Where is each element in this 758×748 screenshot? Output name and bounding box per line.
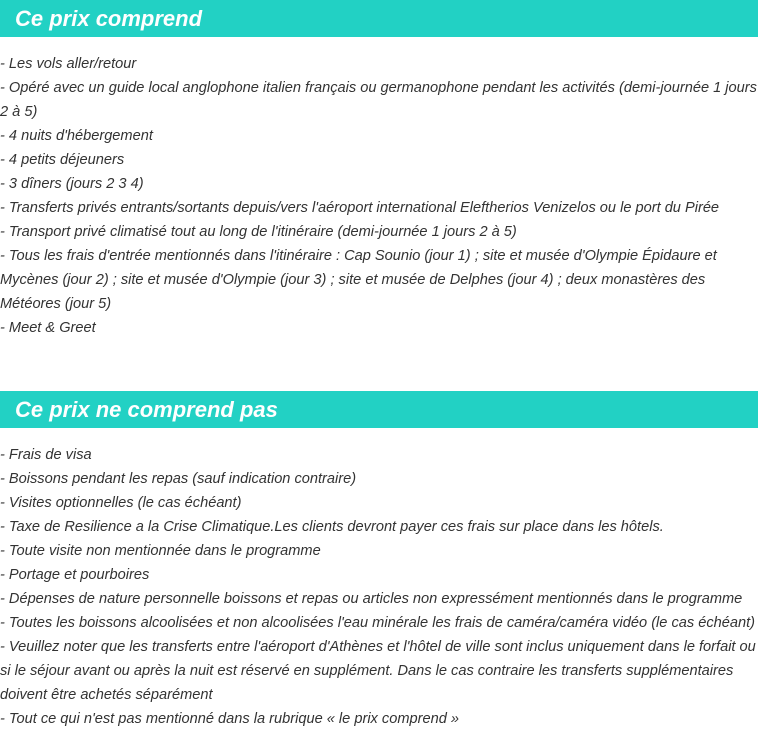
excluded-item: - Dépenses de nature personnelle boissons et repas ou articles non expressément mentionnés dans le programme	[0, 591, 743, 607]
included-title: Ce prix comprend	[15, 5, 203, 31]
excluded-item: - Taxe de Resilience a la Crise Climatique.Les clients devront payer ces frais sur place dans les hôtels.	[0, 519, 664, 535]
included-item: - 4 petits déjeuners	[0, 152, 125, 168]
included-item: - 4 nuits d'hébergement	[0, 128, 153, 144]
excluded-item: - Boissons pendant les repas (sauf indication contraire)	[0, 471, 357, 487]
excluded-item: - Veuillez noter que les transferts entre l'aéroport d'Athènes et l'hôtel de ville sont inclus uniquement dans le forfait ou si le séjour avant ou après la nuit est réservé en supplément. Dans le cas contraire les transferts supplémentaires doivent être achetés séparément	[0, 639, 756, 703]
included-section	[0, 0, 758, 336]
included-item: - Transferts privés entrants/sortants depuis/vers l'aéroport international Eleftherios Venizelos ou le port du Pirée	[0, 200, 720, 216]
included-header	[0, 0, 758, 37]
excluded-header	[0, 391, 758, 428]
included-item: - Tous les frais d'entrée mentionnés dans l'itinéraire : Cap Sounio (jour 1) ; site et musée d'Olympie Épidaure et Mycènes (jour 2) ; site et musée d'Olympie (jour 3) ; site et musée de Delphes (jour 4) ; deux monastères des Météores (jour 5)	[0, 248, 717, 312]
excluded-item: - Visites optionnelles (le cas échéant)	[0, 495, 242, 511]
excluded-item: - Toute visite non mentionnée dans le programme	[0, 543, 321, 559]
included-item: - Les vols aller/retour	[0, 56, 137, 72]
included-list	[0, 52, 758, 340]
excluded-item: - Frais de visa	[0, 447, 92, 463]
excluded-item: - Portage et pourboires	[0, 567, 150, 583]
excluded-item: - Toutes les boissons alcoolisées et non alcoolisées l'eau minérale les frais de caméra/caméra vidéo (le cas échéant)	[0, 615, 756, 631]
included-item: - 3 dîners (jours 2 3 4)	[0, 176, 144, 192]
excluded-item: - Tout ce qui n'est pas mentionné dans la rubrique « le prix comprend »	[0, 711, 459, 727]
included-item: - Transport privé climatisé tout au long de l'itinéraire (demi-journée 1 jours 2 à 5)	[0, 224, 517, 240]
excluded-title: Ce prix ne comprend pas	[15, 396, 278, 422]
excluded-list	[0, 443, 758, 731]
included-item: - Meet & Greet	[0, 320, 96, 336]
included-item: - Opéré avec un guide local anglophone italien français ou germanophone pendant les activités (demi-journée 1 jours 2 à 5)	[0, 80, 757, 120]
excluded-section	[0, 391, 758, 727]
